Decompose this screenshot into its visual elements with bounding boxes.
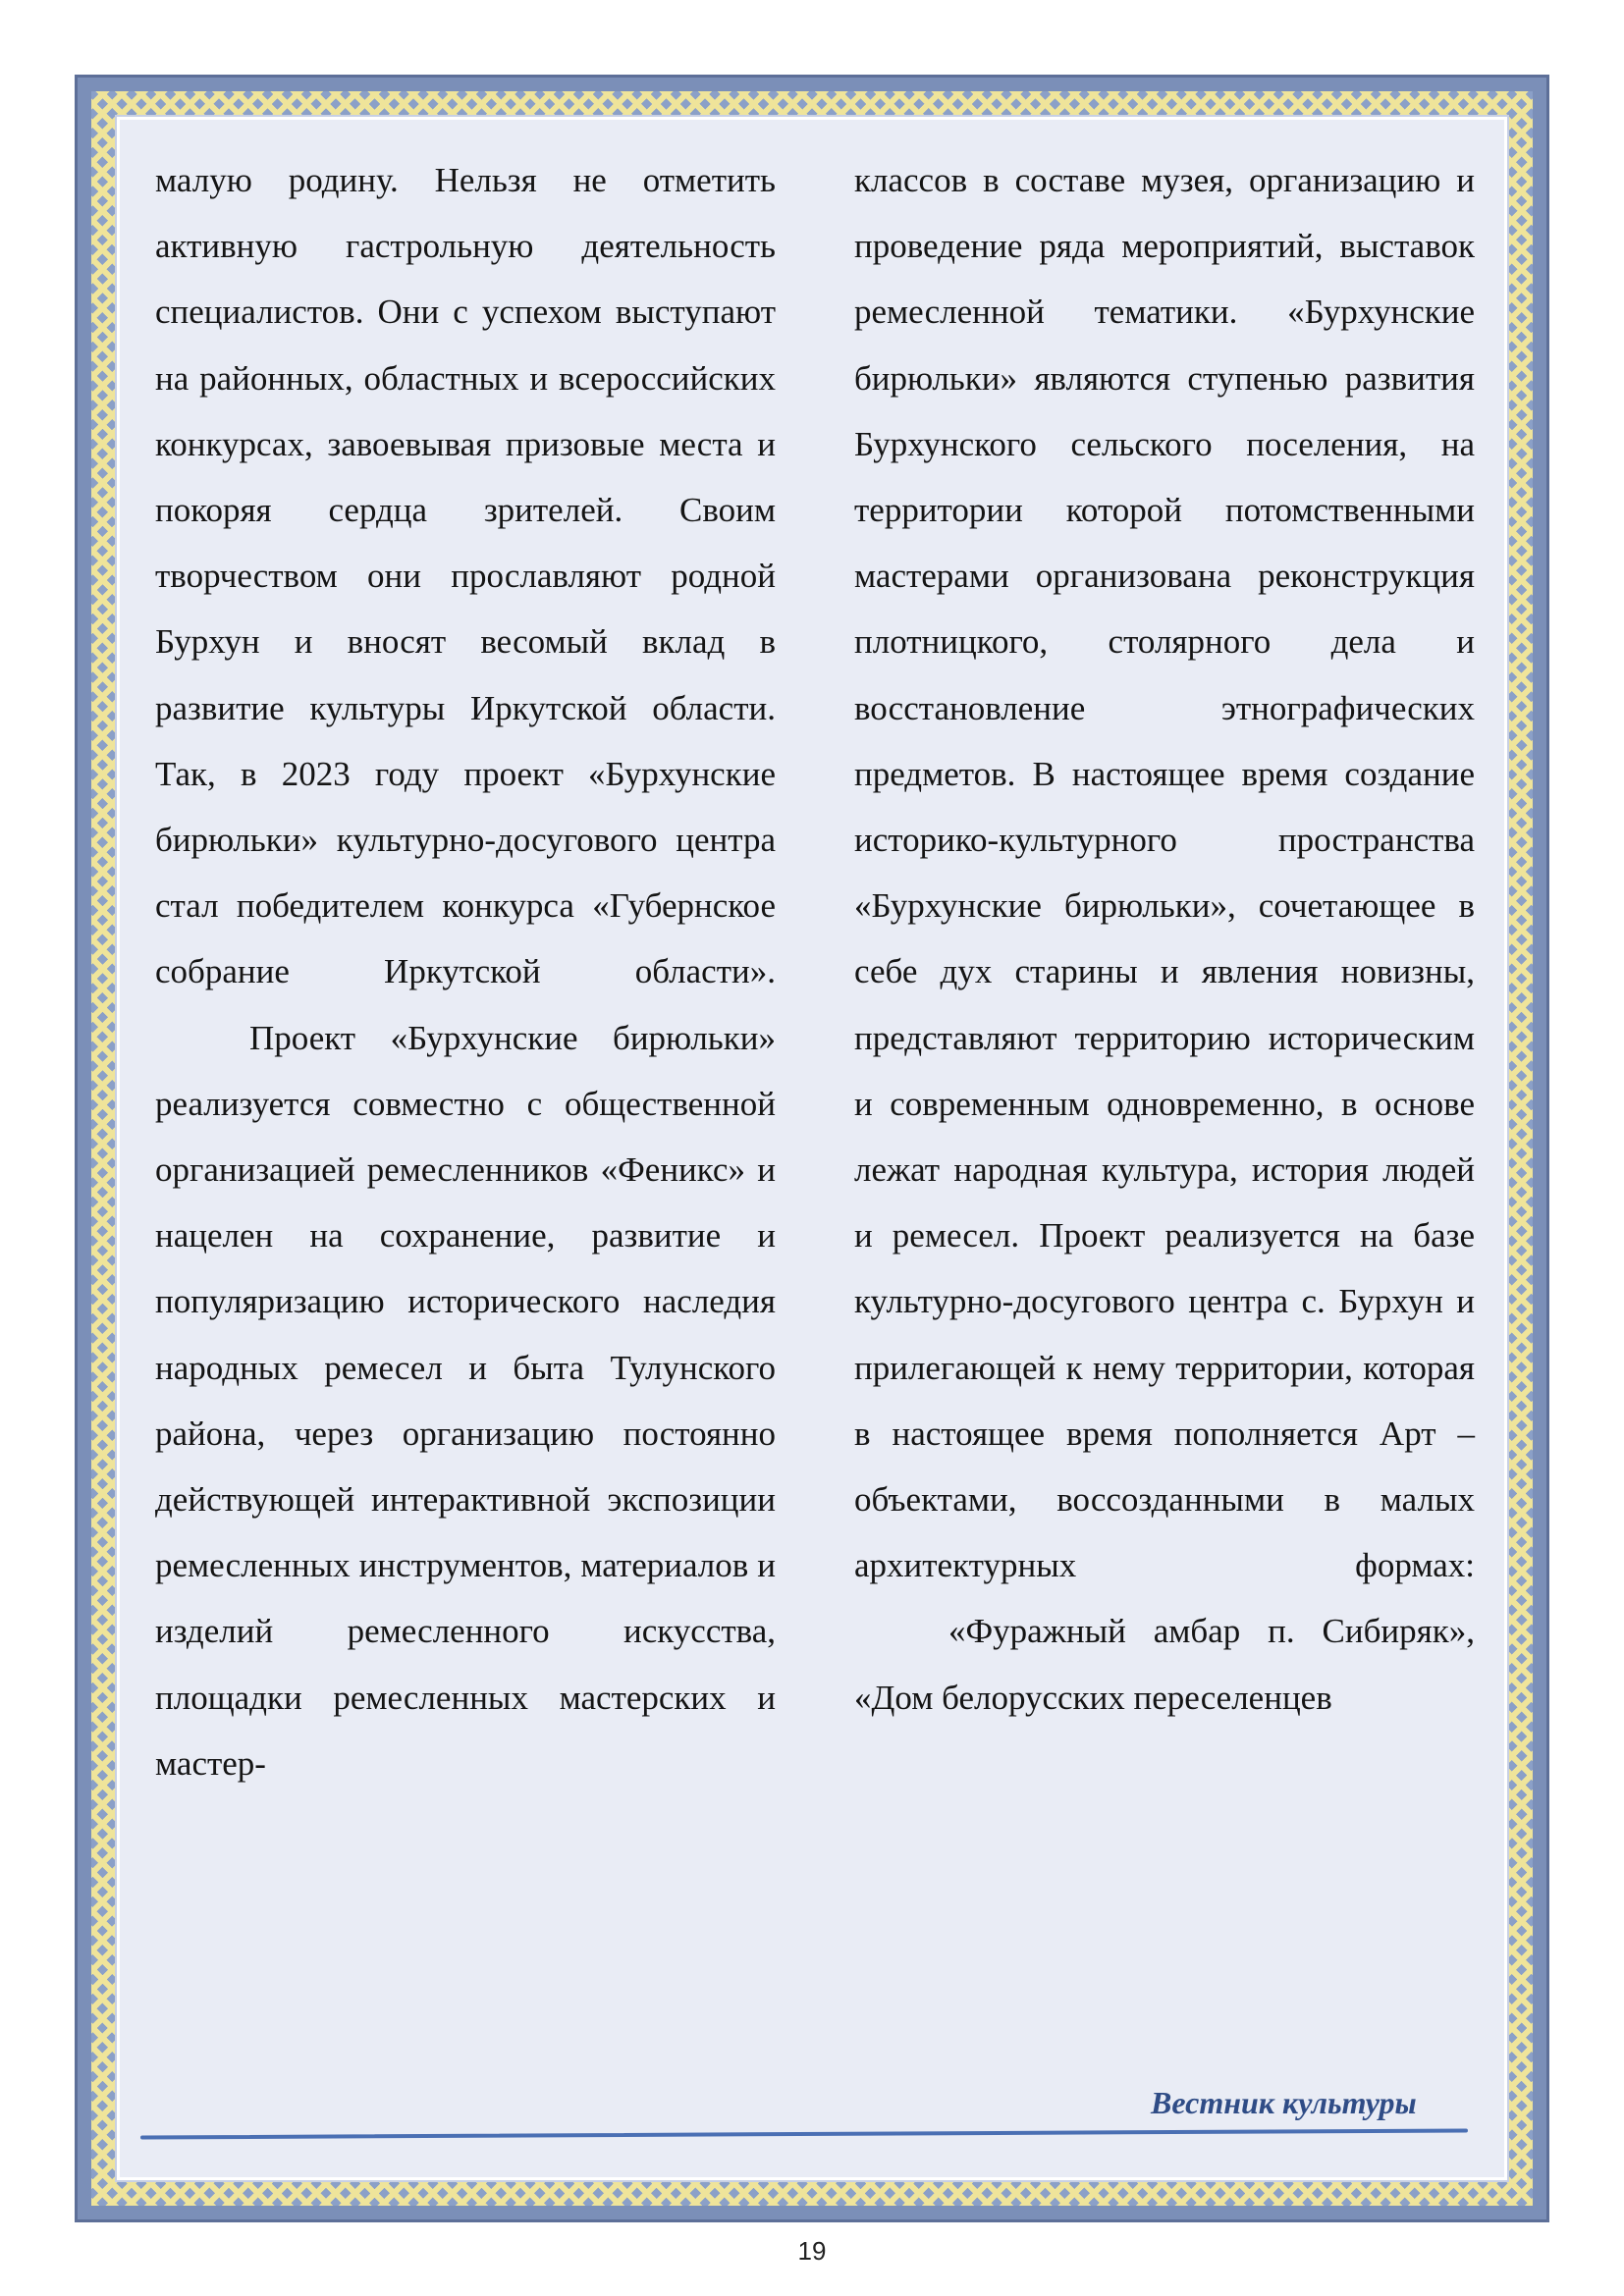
right-column bbox=[854, 147, 1475, 1731]
right-paragraph-1: классов в составе музея, организацию и проведение ряда мероприятий, выставок ремесленной тематики. «Бурхунские бирюльки» являются ступенью развития Бурхунского сельского поселения, на территории которой потомственными мастерами организована реконструкция плотницкого, столярного дела и восстановление этнографических предметов. В настоящее время создание историко-культурного пространства «Бурхунские бирюльки», сочетающее в себе дух старины и явления новизны, представляют территорию историческим и современным одновременно, в основе лежат народная культура, история людей и ремесел. Проект реализуется на базе культурно-досугового центра с. Бурхун и прилегающей к нему территории, которая в настоящее время пополняется Арт – объектами, воссозданными в малых архитектурных формах: bbox=[854, 161, 1475, 1585]
page-number: 19 bbox=[797, 2236, 827, 2266]
right-paragraph-2: «Фуражный амбар п. Сибиряк», «Дом белорусских переселенцев bbox=[854, 1612, 1475, 1717]
left-paragraph-2: Проект «Бурхунские бирюльки» реализуется совместно с общественной организацией ремесленников «Феникс» и нацелен на сохранение, развитие и популяризацию исторического наследия народных ремесел и быта Тулунского района, через организацию постоянно действующей интерактивной экспозиции ремесленных инструментов, материалов и изделий ремесленного искусства, площадки ремесленных мастерских и мастер- bbox=[155, 1018, 776, 1783]
masthead-title: Вестник культуры bbox=[1151, 2085, 1417, 2120]
left-column bbox=[155, 147, 776, 1796]
left-paragraph-1: малую родину. Нельзя не отметить активную гастрольную деятельность специалистов. Они с успехом выступают на районных, областных и всероссийских конкурсах, завоевывая призовые места и покоряя сердца зрителей. Своим творчеством они прославляют родной Бурхун и вносят весомый вклад в развитие культуры Иркутской области. Так, в 2023 году проект «Бурхунские бирюльки» культурно-досугового центра стал победителем конкурса «Губернское собрание Иркутской области». bbox=[155, 161, 776, 991]
